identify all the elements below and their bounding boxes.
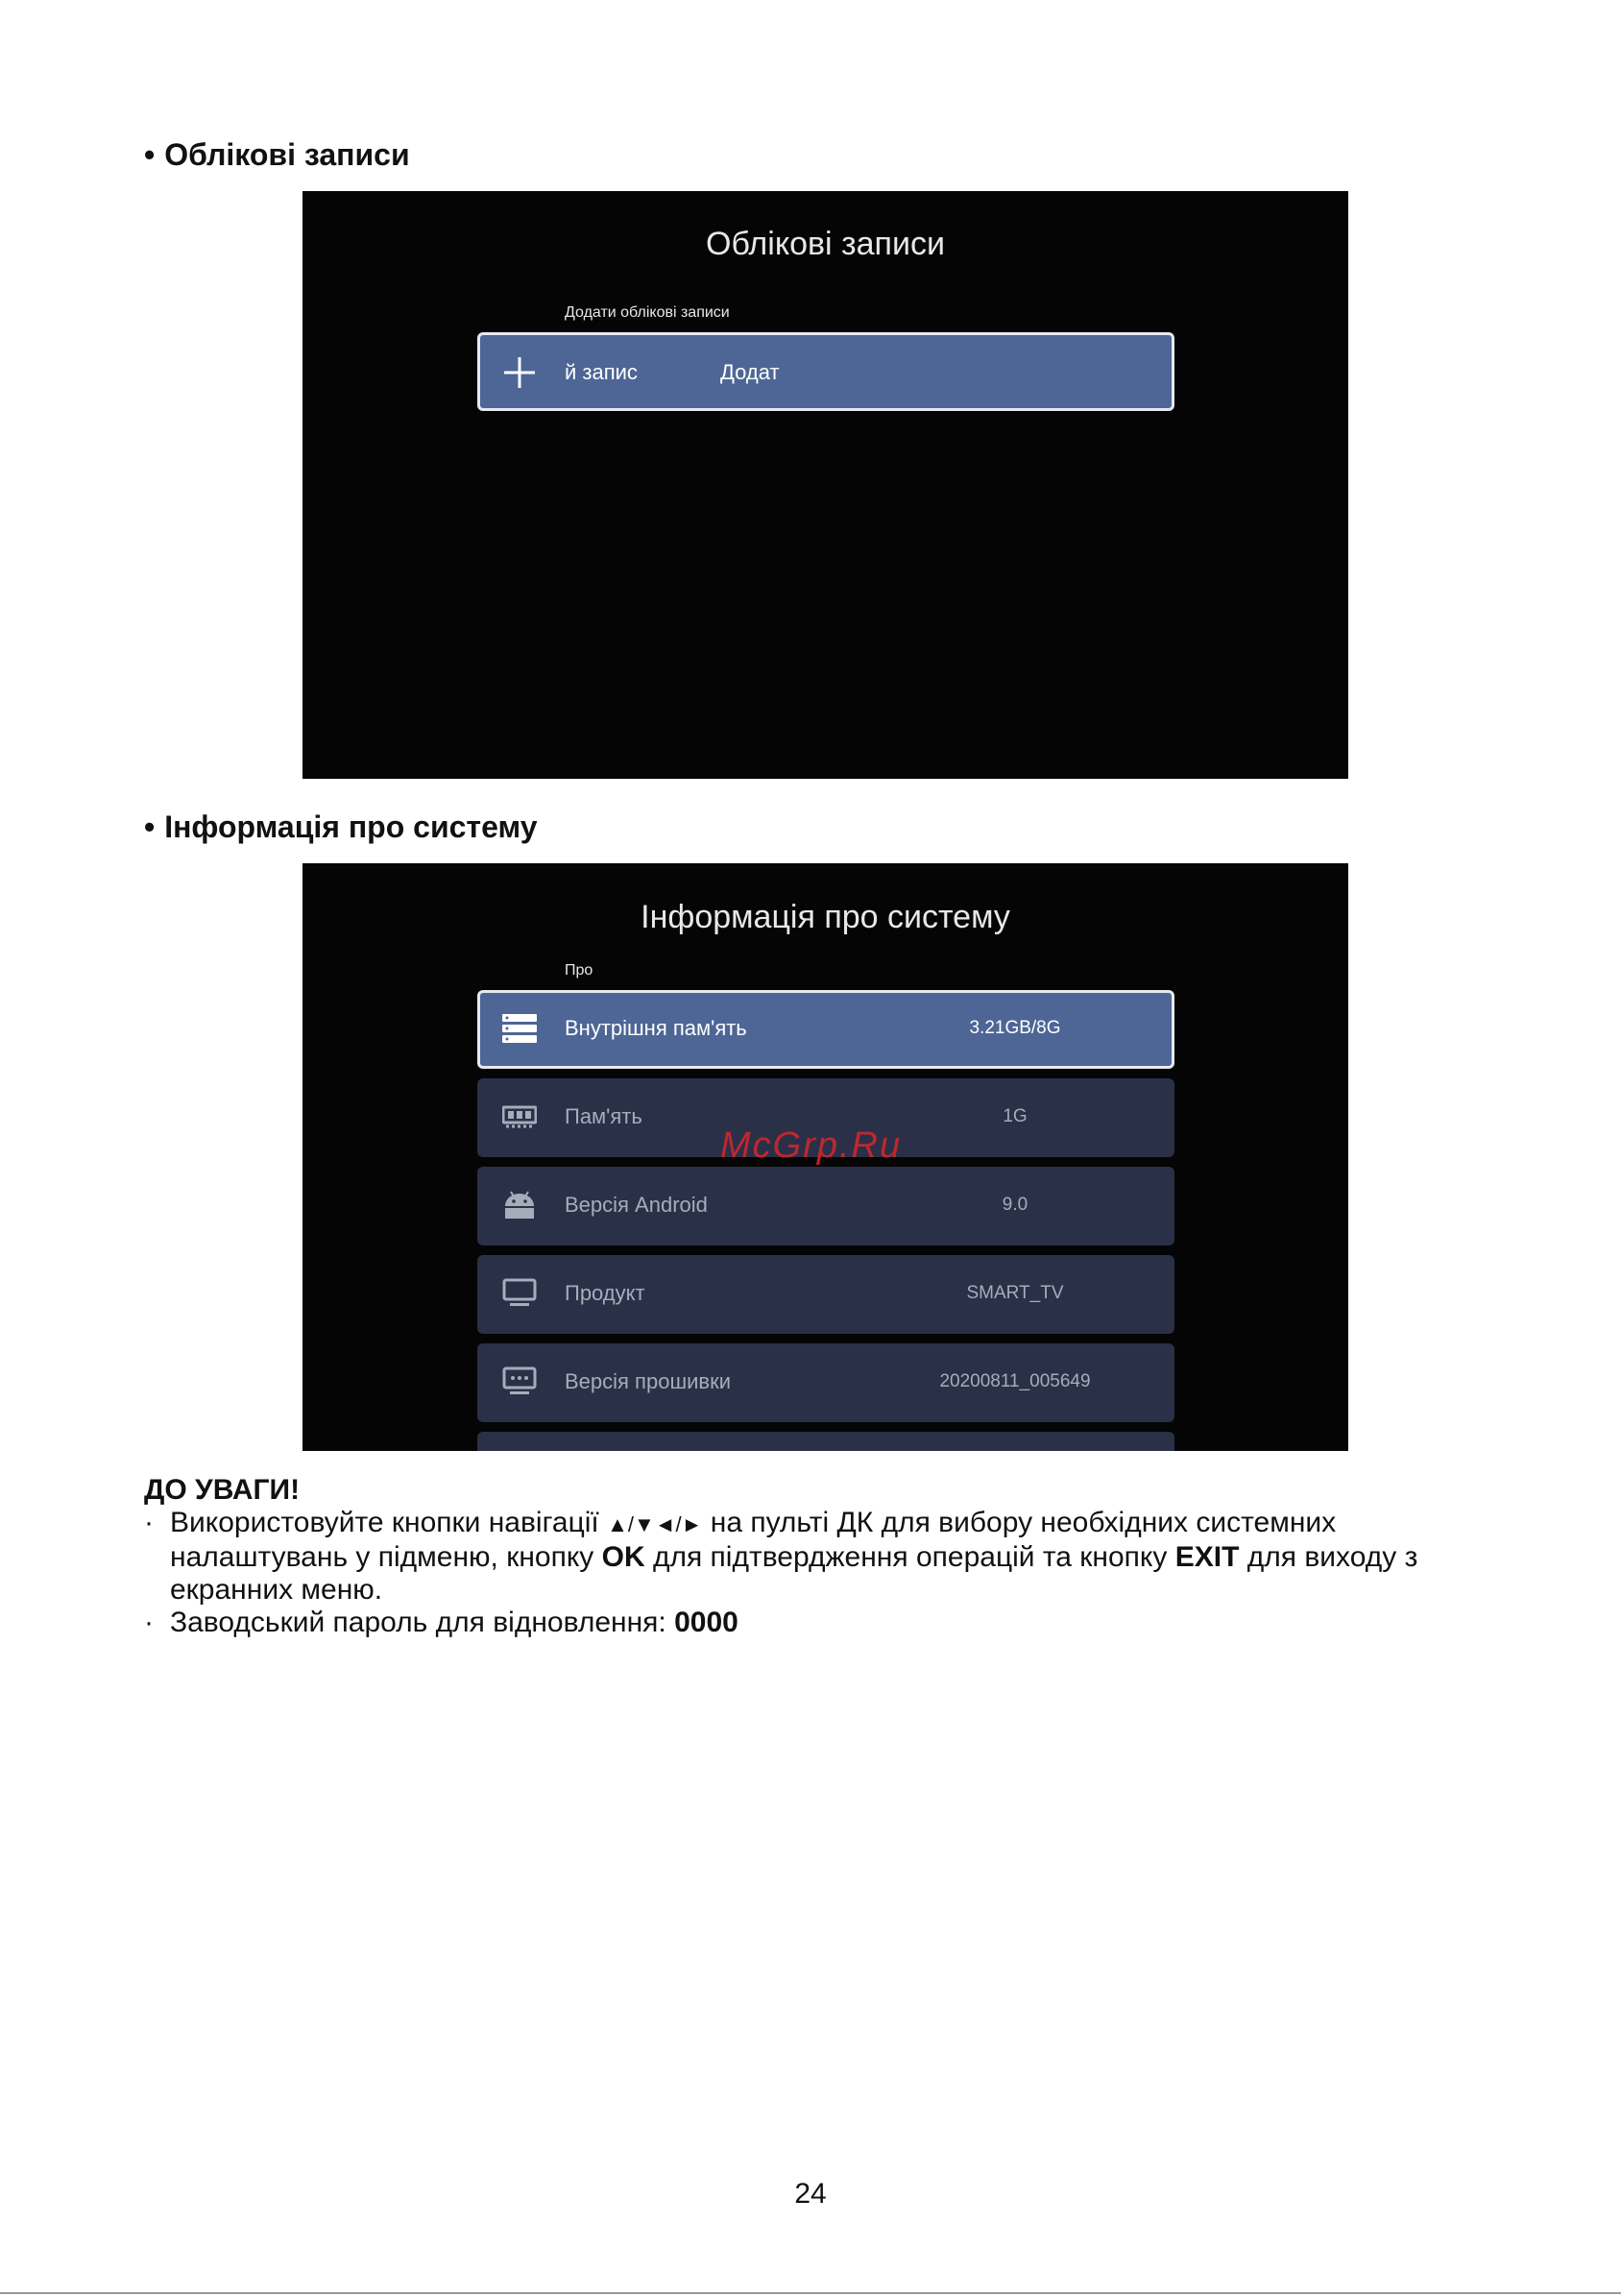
section-title-accounts: • Облікові записи: [144, 137, 410, 172]
info-row-label: Внутрішня пам'ять: [565, 1016, 747, 1040]
add-account-label-b: Додат: [720, 360, 780, 384]
arrow-icons: ▲/▼◄/►: [607, 1512, 703, 1536]
section-title-system-info: • Інформація про систему: [144, 810, 538, 844]
info-row-firmware[interactable]: [477, 1343, 1174, 1422]
screen-title: Інформація про систему: [641, 899, 1010, 935]
info-row-internal-storage[interactable]: [477, 990, 1174, 1069]
screen-title: Облікові записи: [706, 226, 945, 262]
info-row-label: Версія Android: [565, 1193, 708, 1217]
info-row-value: 9.0: [1002, 1195, 1028, 1215]
note-navigation: · Використовуйте кнопки навігації ▲/▼◄/► на пульті ДК для вибору необхідних системних налаштувань у підменю, кнопку OK для підтвердження операцій та кнопку EXIT для виходу з екранних меню.: [144, 1507, 1418, 1606]
page-number: 24: [794, 2178, 827, 2210]
info-row-value: SMART_TV: [966, 1283, 1064, 1303]
factory-password: 0000: [674, 1607, 738, 1638]
ok-key: OK: [601, 1541, 645, 1573]
info-row-label: Версія прошивки: [565, 1369, 731, 1393]
info-row-value: 20200811_005649: [939, 1371, 1091, 1391]
screen-subtitle: Додати облікові записи: [565, 304, 730, 321]
add-account-row[interactable]: [477, 332, 1174, 411]
bottom-rule: [0, 2292, 1621, 2294]
info-row-partial: [477, 1432, 1174, 1451]
monitor-icon: [502, 1278, 537, 1309]
screen-subtitle: Про: [565, 962, 593, 979]
firmware-icon: [502, 1366, 537, 1397]
plus-icon: [502, 355, 537, 386]
watermark: McGrp.Ru: [720, 1125, 903, 1166]
bullet-icon: ·: [144, 1507, 154, 1538]
info-row-android-version[interactable]: [477, 1167, 1174, 1245]
info-row-value: 3.21GB/8G: [969, 1018, 1061, 1038]
info-row-value: 1G: [1003, 1106, 1028, 1126]
info-row-product[interactable]: [477, 1255, 1174, 1334]
accounts-screen: [302, 191, 1348, 779]
info-row-label: Продукт: [565, 1281, 645, 1305]
add-account-label-a: й запис: [565, 360, 638, 384]
storage-icon: [502, 1013, 537, 1044]
bullet-icon: ·: [144, 1607, 154, 1638]
note-password: · Заводський пароль для відновлення: 0000: [144, 1607, 738, 1638]
notes: [144, 1474, 1488, 1639]
android-icon: [502, 1190, 537, 1221]
memory-icon: [502, 1101, 537, 1132]
notes-heading: ДО УВАГИ!: [144, 1474, 301, 1506]
exit-key: EXIT: [1174, 1541, 1240, 1573]
info-row-label: Пам'ять: [565, 1104, 642, 1128]
